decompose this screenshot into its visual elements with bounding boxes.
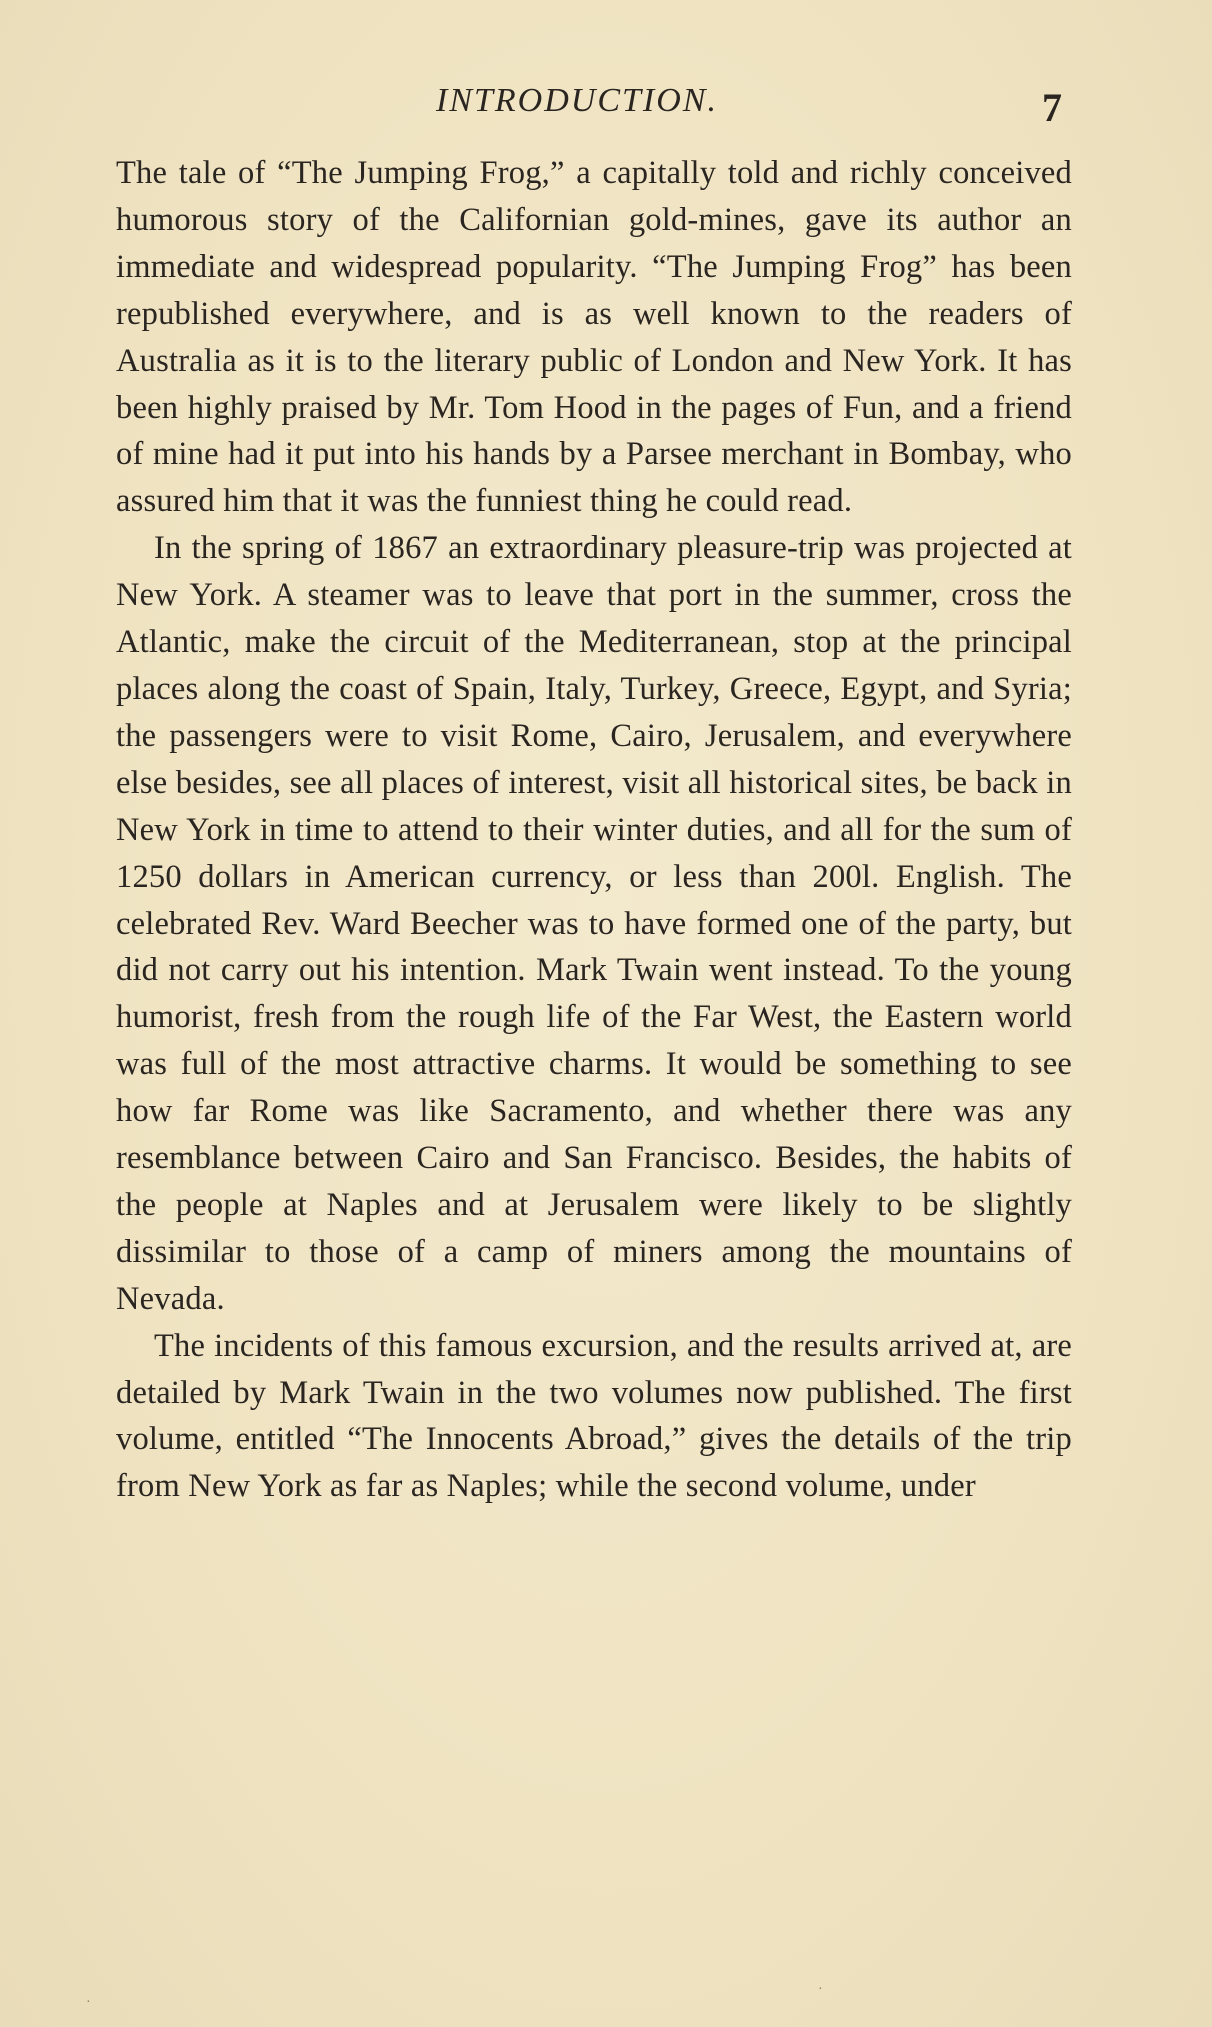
paragraph-2: In the spring of 1867 an extraordinary pleasure-trip was projected at New York. A steamer was to leave that port in the summer, cross the Atlantic, make the circuit of the Mediterranean, stop at the principal places along the coast of Spain, Italy, Turkey, Greece, Egypt, and Syria; the passengers were to visit Rome, Cairo, Jerusalem, and everywhere else besides, see all places of interest, visit all historical sites, be back in New York in time to attend to their winter duties, and all for the sum of 1250 dollars in American currency, or less than 200l. English. The celebrated Rev. Ward Beecher was to have formed one of the party, but did not carry out his intention. Mark Twain went instead. To the young humorist, fresh from the rough life of the Far West, the Eastern world was full of the most attractive charms. It would be something to see how far Rome was like Sacramento, and whether there was any resemblance between Cairo and San Francisco. Besides, the habits of the people at Naples and at Jerusalem were likely to be slightly dissimilar to those of a camp of miners among the mountains of Nevada. xyxy=(116,530,1072,1317)
paper-speck-right: · xyxy=(818,1982,823,1997)
page-number: 7 xyxy=(1042,85,1062,130)
running-head xyxy=(116,78,1072,138)
body-text xyxy=(116,150,1072,1510)
paper-speck-left: · xyxy=(86,1995,91,2010)
page-header-title: INTRODUCTION. xyxy=(436,82,718,119)
paragraph-3: The incidents of this famous excursion, and the results arrived at, are detailed by Mark Twain in the two volumes now published. The first volume, entitled “The Innocents Abroad,” gives the details of the trip from New York as far as Naples; while the second volume, under xyxy=(116,1327,1072,1505)
paragraph-1: The tale of “The Jumping Frog,” a capitally told and richly conceived humorous story of the Californian gold-mines, gave its author an immediate and widespread popularity. “The Jumping Frog” has been republished everywhere, and is as well known to the readers of Australia as it is to the literary public of London and New York. It has been highly praised by Mr. Tom Hood in the pages of Fun, and a friend of mine had it put into his hands by a Parsee merchant in Bombay, who assured him that it was the funniest thing he could read. xyxy=(116,155,1072,520)
